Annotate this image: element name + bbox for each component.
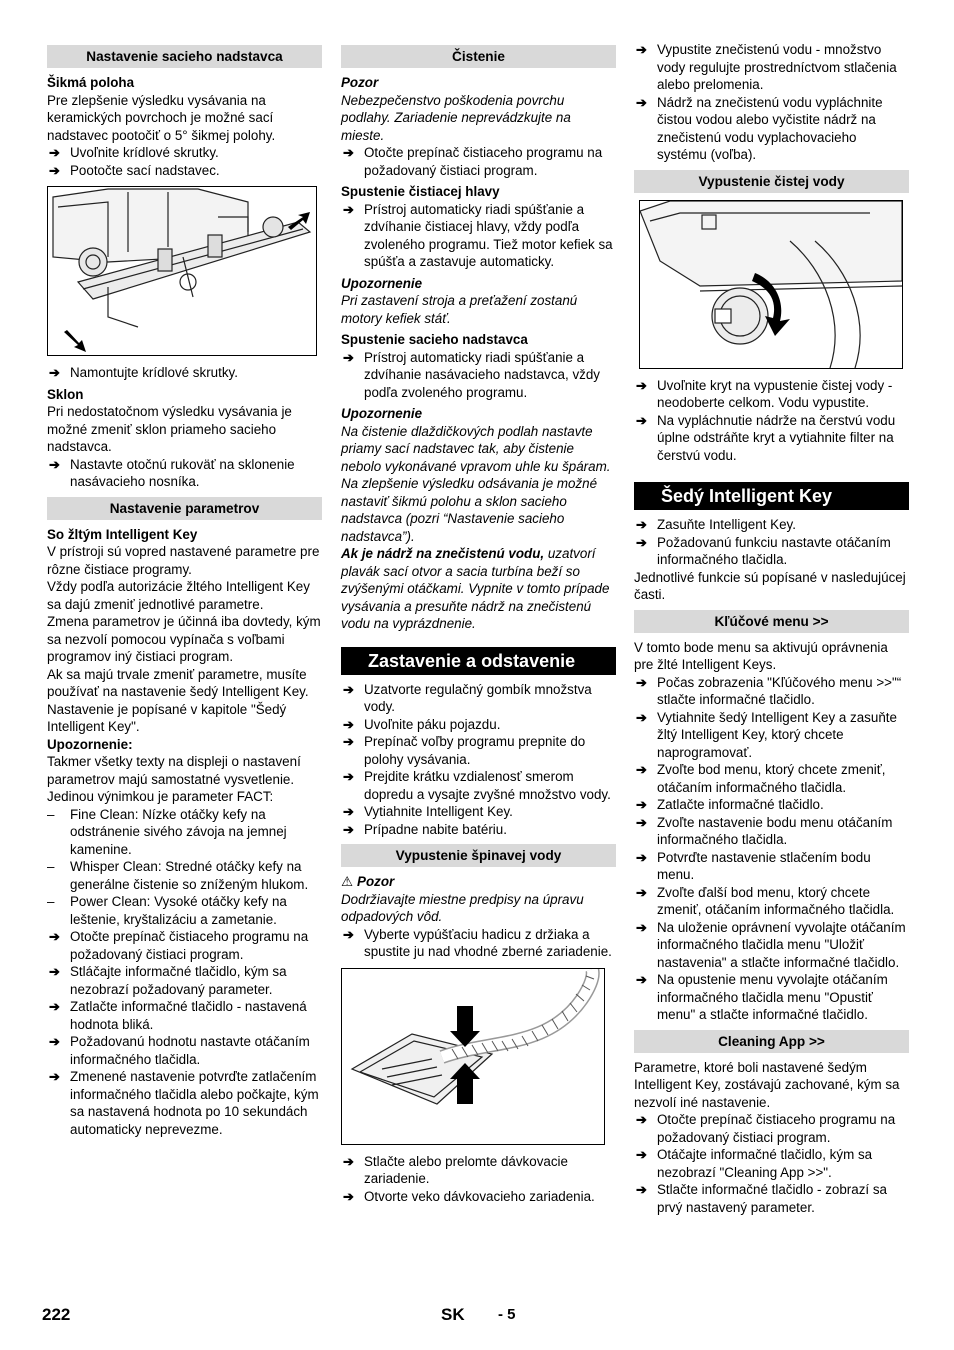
chapter-heading: Šedý Intelligent Key <box>634 482 909 510</box>
instruction-step: ➔ Prípadne nabite batériu. <box>341 821 616 839</box>
instruction-step: ➔ Na vypláchnutie nádrže na čerstvú vodu úplne odstráňte kryt a vytiahnite filter na čerstvú vodu. <box>634 412 909 465</box>
instruction-step: ➔ Stlačte informačné tlačidlo - zobrazí sa prvý nastavený parameter. <box>634 1181 909 1216</box>
instruction-step: ➔ Zvoľte ďalší bod menu, ktorý chcete zmeniť, otáčaním informačného tlačidla. <box>634 884 909 919</box>
instruction-step: ➔ Vytiahnite šedý Intelligent Key a zasuňte žltý Intelligent Key, ktorý chcete naprogramovať. <box>634 709 909 762</box>
paragraph: V prístroji sú vopred nastavené parametre pre rôzne čistiace programy. <box>47 544 320 577</box>
subheading: Upozornenie: <box>47 736 133 752</box>
column-middle <box>341 45 616 1205</box>
instruction-step: ➔ Zmenené nastavenie potvrďte zatlačením informačného tlačidla alebo počkajte, kým sa nastavená hodnota po 10 sekundách automaticky neprevezme. <box>47 1068 322 1138</box>
suction-nozzle-illustration <box>48 187 316 355</box>
instruction-step: ➔ Vyberte vypúšťaciu hadicu z držiaka a spustite ju nad vhodné zberné zariadenie. <box>341 926 616 961</box>
section-heading: Kľúčové menu >> <box>634 610 909 633</box>
paragraph: Ak sa majú trvale zmeniť parametre, musíte používať na nastavenie šedý Intelligent Key. Nastavenie je popísané v kapitole "Šedý Intelligent Key". <box>47 666 309 734</box>
language-code: SK <box>441 1305 465 1324</box>
instruction-step: ➔ Požadovanú hodnotu nastavte otáčaním informačného tlačidla. <box>47 1033 322 1068</box>
instruction-step: ➔ Vytiahnite Intelligent Key. <box>341 803 616 821</box>
subheading: So žltým Intelligent Key <box>47 526 198 542</box>
paragraph: V tomto bode menu sa aktivujú oprávnenia pre žlté Intelligent Keys. <box>634 639 888 672</box>
instruction-step: ➔ Počas zobrazenia "Kľúčového menu >>"“ stlačte informačné tlačidlo. <box>634 674 909 709</box>
note-rest: uzatvorí plavák sací otvor a sacia turbína beží so zvýšenými otáčkami. Vypnite v tomto prípade vysávania a presuňte nádrž na znečistenú vodu na vyprázdnenie. <box>341 546 610 631</box>
chapter-heading: Zastavenie a odstavenie <box>341 647 616 675</box>
subheading: Sklon <box>47 386 84 402</box>
column-right <box>634 41 909 1216</box>
subheading: Šikmá poloha <box>47 75 135 90</box>
paragraph: Pri nedostatočnom výsledku vysávania je možné zmeniť sklon priameho sacieho nadstavca. <box>47 404 292 454</box>
figure-suction-nozzle <box>47 186 317 356</box>
instruction-step: ➔ Prístroj automaticky riadi spúšťanie a zdvíhanie nasávacieho nadstavca, vždy podľa zvoleného programu. <box>341 349 616 402</box>
caution-heading <box>341 873 616 891</box>
dash-item: – Whisper Clean: Stredné otáčky kefy na generálne čistenie so zníženým hlukom. <box>47 858 322 893</box>
column-left <box>47 45 322 1138</box>
instruction-step: ➔ Zatlačte informačné tlačidlo. <box>634 796 909 814</box>
paragraph: Takmer všetky texty na displeji o nastavení parametrov majú samostatné vysvetlenie. Jedinou výnimkou je parameter FACT: <box>47 754 301 804</box>
instruction-step: ➔ Uvoľnite kryt na vypustenie čistej vody - neodoberte celkom. Vodu vypustite. <box>634 377 909 412</box>
instruction-step: ➔ Nastavte otočnú rukoväť na sklonenie nasávacieho nosníka. <box>47 456 322 491</box>
fresh-water-drain-illustration <box>640 201 902 368</box>
instruction-step: ➔ Vypustite znečistenú vodu - množstvo vody regulujte prostredníctvom stlačenia alebo prelomenia. <box>634 41 909 94</box>
note-heading: Upozornenie <box>341 406 423 421</box>
paragraph: Vždy podľa autorizácie žltého Intelligent Key sa dajú zmeniť jednotlivé parametre. <box>47 579 310 612</box>
instruction-step: ➔ Otočte prepínač čistiaceho programu na požadovaný čistiaci program. <box>341 144 616 179</box>
section-heading: Cleaning App >> <box>634 1030 909 1053</box>
instruction-step: ➔ Uvoľnite páku pojazdu. <box>341 716 616 734</box>
instruction-step: ➔ Prepínač voľby programu prepnite do polohy vysávania. <box>341 733 616 768</box>
instruction-step: ➔ Potvrďte nastavenie stlačením bodu menu. <box>634 849 909 884</box>
paragraph: Parametre, ktoré boli nastavené šedým Intelligent Key, zostávajú zachované, kým sa nezvolí iné nastavenie. <box>634 1059 900 1110</box>
dash-item: – Power Clean: Vysoké otáčky kefy na leštenie, kryštalizáciu a zametanie. <box>47 893 322 928</box>
instruction-step: ➔ Otočte prepínač čistiaceho programu na požadovaný čistiaci program. <box>47 928 322 963</box>
section-heading: Nastavenie parametrov <box>47 497 322 520</box>
note-text <box>341 545 616 633</box>
instruction-step: ➔ Namontujte krídlové skrutky. <box>47 364 322 382</box>
instruction-step: ➔ Zatlačte informačné tlačidlo - nastavená hodnota bliká. <box>47 998 322 1033</box>
instruction-step: ➔ Otvorte veko dávkovacieho zariadenia. <box>341 1188 616 1206</box>
sub-page-number: - 5 <box>498 1306 516 1323</box>
subheading: Spustenie sacieho nadstavca <box>341 332 528 347</box>
instruction-step: ➔ Prejdite krátku vzdialenosť smerom dopredu a vysajte zvyšné množstvo vody. <box>341 768 616 803</box>
figure-fresh-water-drain <box>639 200 903 369</box>
instruction-step: ➔ Otáčajte informačné tlačidlo, kým sa nezobrazí "Cleaning App >>". <box>634 1146 909 1181</box>
subheading: Spustenie čistiacej hlavy <box>341 184 500 199</box>
section-heading: Vypustenie čistej vody <box>634 170 909 193</box>
note-text: Na čistenie dlaždičkových podlah nastavte priamy sací nadstavec tak, aby čistenie nebolo vykonávané vpravom uhle ku špáram. Na zlepšenie výsledku odsávania je možné nastaviť šikmú polohu a sklon sacieho nadstavca (pozri “Nastavenie sacieho nadstavca”). <box>341 423 611 544</box>
paragraph: Zmena parametrov je účinná iba dovtedy, kým sa nezvolí pomocou vypínača s voľbami programov iný čistiaci program. <box>47 614 321 664</box>
paragraph: Pre zlepšenie výsledku vysávania na keramických povrchoch je možné sací nadstavec pootočiť o 5° šikmej polohy. <box>47 92 276 143</box>
instruction-step: ➔ Uzatvorte regulačný gombík množstva vody. <box>341 681 616 716</box>
instruction-step: ➔ Zvoľte bod menu, ktorý chcete zmeniť, otáčaním informačného tlačidla. <box>634 761 909 796</box>
instruction-step: ➔ Zvoľte nastavenie bodu menu otáčaním informačného tlačidla. <box>634 814 909 849</box>
caution-label: Pozor <box>357 874 395 889</box>
caution-heading: Pozor <box>341 75 379 90</box>
note-heading: Upozornenie <box>341 275 423 291</box>
instruction-step: ➔ Zasuňte Intelligent Key. <box>634 516 909 534</box>
drain-hose-illustration <box>342 969 604 1144</box>
instruction-step: ➔ Otočte prepínač čistiaceho programu na požadovaný čistiaci program. <box>634 1111 909 1146</box>
page-number: 222 <box>42 1305 71 1324</box>
note-text: Pri zastavení stroja a preťažení zostanú motory kefiek stáť. <box>341 293 578 326</box>
instruction-step: ➔ Uvoľnite krídlové skrutky. <box>47 144 322 162</box>
instruction-step: ➔ Stlačte alebo prelomte dávkovacie zariadenie. <box>341 1153 616 1188</box>
instruction-step: ➔ Na uloženie oprávnení vyvolajte otáčaním informačného tlačidla menu "Uložiť nastavenia" a stlačte informačné tlačidlo. <box>634 919 909 972</box>
instruction-step: ➔ Na opustenie menu vyvolajte otáčaním informačného tlačidla menu "Opustiť menu" a stlačte informačné tlačidlo. <box>634 971 909 1024</box>
caution-text: Nebezpečenstvo poškodenia povrchu podlahy. Zariadenie neprevádzkujte na mieste. <box>341 92 571 143</box>
dash-item: – Fine Clean: Nízke otáčky kefy na odstránenie sivého závoja na jemnej kamenine. <box>47 806 322 859</box>
instruction-step: ➔ Pootočte sací nadstavec. <box>47 162 322 180</box>
section-heading: Čistenie <box>341 45 616 68</box>
instruction-step: ➔ Prístroj automaticky riadi spúšťanie a zdvíhanie čistiacej hlavy, vždy podľa zvoleného programu. Tiež motor kefiek sa spúšťa a zastavuje automaticky. <box>341 201 616 271</box>
caution-text: Dodržiavajte miestne predpisy na úpravu odpadových vôd. <box>341 891 584 924</box>
warning-triangle-icon: ⚠ <box>341 874 354 889</box>
note-bold: Ak je nádrž na znečistenú vodu, <box>341 546 545 561</box>
instruction-step: ➔ Požadovanú funkciu nastavte otáčaním informačného tlačidla. <box>634 534 909 569</box>
figure-drain-hose <box>341 968 605 1145</box>
section-heading: Nastavenie sacieho nadstavca <box>47 45 322 68</box>
instruction-step: ➔ Nádrž na znečistenú vodu vypláchnite čistou vodou alebo vyčistite nádrž na znečistenú vodu vyplachovacieho systému (voľba). <box>634 94 909 164</box>
paragraph: Jednotlivé funkcie sú popísané v nasledujúcej časti. <box>634 569 906 602</box>
section-heading: Vypustenie špinavej vody <box>341 844 616 867</box>
instruction-step: ➔ Stláčajte informačné tlačidlo, kým sa nezobrazí požadovaný parameter. <box>47 963 322 998</box>
